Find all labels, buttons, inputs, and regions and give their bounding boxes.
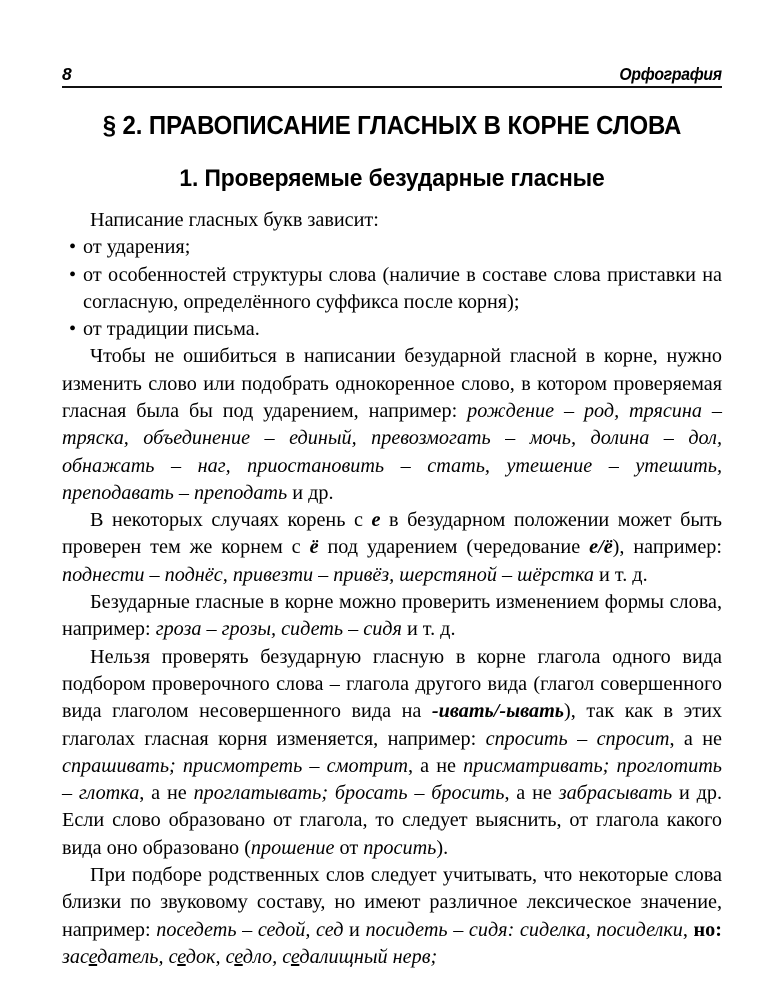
- text-run: док, с: [185, 945, 235, 968]
- text-run: е: [177, 945, 186, 968]
- text-run: спрашивать; присмотреть – смотрит: [62, 754, 408, 777]
- bullet-icon: •: [69, 263, 77, 286]
- text-run: е: [88, 945, 98, 968]
- intro-paragraph: Написание гласных букв зависит:: [90, 208, 379, 231]
- text-run: и т. д.: [401, 618, 456, 641]
- text-run: и др. Если слово образовано от глагола, то следует выяснить, от глагола какого вида оно образовано (: [62, 782, 723, 859]
- list-item-label: от традиции письма.: [83, 318, 260, 341]
- text-run: и: [343, 918, 366, 941]
- text-run: е: [290, 945, 300, 968]
- running-title: Орфография: [619, 63, 722, 84]
- running-head: [62, 58, 722, 88]
- list-item-label: от ударения;: [83, 236, 191, 259]
- page-number: 8: [62, 63, 72, 84]
- text-run: ), например:: [612, 536, 722, 559]
- body-text: [62, 207, 722, 971]
- text-run: , а не: [407, 754, 464, 777]
- list-item: [62, 262, 722, 317]
- text-run: и т. д.: [594, 563, 648, 586]
- text-run: В некоторых случаях корень с: [90, 509, 372, 532]
- list-item-label: от особенностей структуры слова (наличие в составе слова приставки на согласную, определённого суффикса после корня);: [83, 263, 722, 313]
- text-run: -ивать/-ывать: [431, 700, 565, 723]
- text-run: е: [234, 945, 243, 968]
- text-run: далищный нерв;: [299, 945, 438, 968]
- page-content: [62, 100, 722, 971]
- text-run: ).: [436, 836, 449, 859]
- text-run: рождение – род, трясина – тряска, объединение – единый, превозмогать – мочь, долина – дол, обнажать – наг, приостановить – стать, утешение – утешить, преподавать – преподать: [62, 399, 722, 504]
- text-run: ), так как в этих глаголах гласная корня изменяется, например:: [62, 700, 722, 750]
- text-run: , а не: [139, 782, 194, 805]
- p-similar-sounding: [62, 862, 722, 971]
- bullet-icon: •: [69, 318, 77, 341]
- subsection-heading: 1. Проверяемые безударные гласные: [179, 165, 605, 193]
- conditions-list: [62, 234, 722, 343]
- text-run: дло, с: [242, 945, 291, 968]
- list-item: [62, 316, 722, 343]
- text-run: , а не: [504, 782, 559, 805]
- p-verb-aspect: [62, 644, 722, 862]
- text-run: проглатывать; бросать – бросить: [193, 782, 505, 805]
- text-run: ,: [682, 918, 694, 941]
- text-run: посидеть – сидя: сиделка, посиделки: [365, 918, 683, 941]
- text-run: спросить – спросит: [485, 727, 670, 750]
- p-e-yo-alternation: [62, 507, 722, 589]
- text-run: гроза – грозы, сидеть – сидя: [155, 618, 402, 641]
- p-unstressed-check: [62, 343, 722, 507]
- text-run: , а не: [669, 727, 723, 750]
- text-run: но:: [693, 918, 722, 941]
- text-run: под ударением (чередование: [318, 536, 590, 559]
- text-run: в безударном положении может быть проверен тем же корнем с: [62, 509, 722, 559]
- paragraph-group: [62, 343, 722, 971]
- text-run: зас: [62, 945, 89, 968]
- bullet-icon: •: [69, 236, 77, 259]
- text-run: поднести – поднёс, привезти – привёз, шерстяной – шёрстка: [62, 563, 594, 586]
- text-run: е: [371, 509, 381, 532]
- text-run: прошение: [250, 836, 335, 859]
- text-run: ё: [309, 536, 319, 559]
- p-form-change: [62, 589, 722, 644]
- text-run: забрасывать: [558, 782, 673, 805]
- text-run: Нельзя проверять безударную гласную в корне глагола одного вида подбором проверочного слова – глагола другого вида (глагол совершенного вида глаголом несовершенного вида на: [62, 645, 722, 723]
- text-run: поседеть – седой, сед: [156, 918, 344, 941]
- text-run: датель, с: [97, 945, 178, 968]
- text-run: присматривать; проглотить – глотка: [62, 754, 722, 805]
- section-heading: § 2. ПРАВОПИСАНИЕ ГЛАСНЫХ В КОРНЕ СЛОВА: [102, 112, 682, 140]
- text-run: Чтобы не ошибиться в написании безударной гласной в корне, нужно изменить слово или подобрать однокоренное слово, в котором проверяемая гласная была бы под ударением, например:: [62, 345, 722, 422]
- text-run: и др.: [287, 481, 334, 504]
- text-run: Безударные гласные в корне можно проверить изменением формы слова, например:: [62, 591, 722, 641]
- text-run: от: [334, 836, 364, 859]
- list-item: [62, 234, 722, 261]
- text-run: просить: [363, 836, 437, 859]
- text-run: При подборе родственных слов следует учитывать, что некоторые слова близки по звуковому составу, но имеют различное лексическое значение, например:: [62, 864, 722, 941]
- text-run: е/ё: [589, 536, 613, 559]
